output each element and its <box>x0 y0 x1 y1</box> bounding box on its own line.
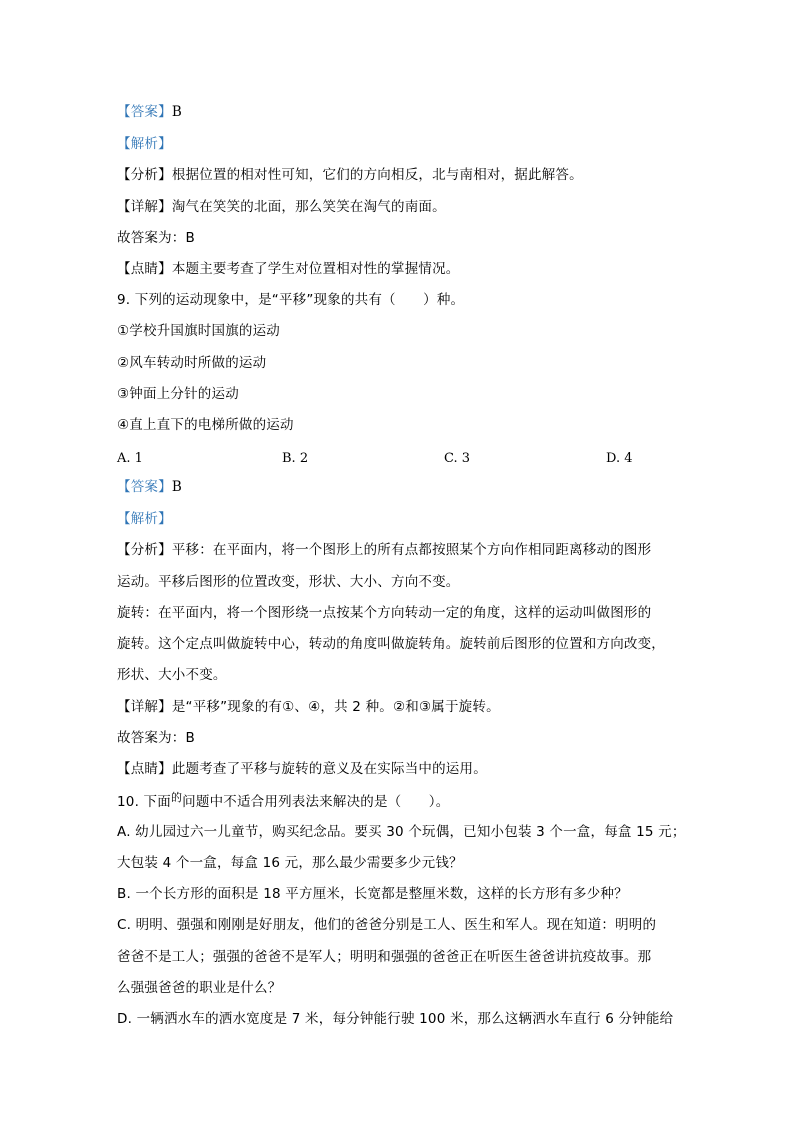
q8-conclusion: 故答案为：B <box>117 230 195 246</box>
q9-answer <box>117 479 182 495</box>
q10-stem-prefix: 10. 下面 <box>117 794 171 810</box>
q9-option-b: B. 2 <box>282 451 309 466</box>
answer-value: B <box>171 479 182 495</box>
answer-tag: 【答案】 <box>117 104 172 120</box>
dianjing-tag: 【点睛】 <box>117 261 172 277</box>
q9-stem: 9. 下列的运动现象中，是“平移”现象的共有（ ）种。 <box>117 292 465 308</box>
fenxi-tag: 【分析】 <box>117 167 172 183</box>
q10-option-c-line-2: 爸爸不是工人；强强的爸爸不是军人；明明和强强的爸爸正在听医生爸爸讲抗疫故事。那 <box>117 949 652 965</box>
q9-option-c: C. 3 <box>444 451 471 466</box>
dianjing-text: 本题主要考查了学生对位置相对性的掌握情况。 <box>171 261 460 277</box>
xiangjie-text: 是“平移”现象的有①、④，共 2 种。②和③属于旋转。 <box>171 699 500 715</box>
fenxi-text: 平移：在平面内，将一个图形上的所有点都按照某个方向作相同距离移动的图形 <box>171 542 652 558</box>
q10-option-a-line-1: A. 幼儿园过六一儿童节，购买纪念品。要买 30 个玩偶，已知小包装 3 个一盒，每盒 15 元； <box>117 824 686 840</box>
q9-conclusion: 故答案为：B <box>117 730 195 746</box>
q9-dianjing <box>117 761 487 777</box>
q8-fenxi <box>117 167 583 183</box>
q8-xiangjie <box>117 199 446 215</box>
q8-answer <box>117 104 182 120</box>
dianjing-tag: 【点睛】 <box>117 761 172 777</box>
q9-fenxi-line-1 <box>117 542 651 558</box>
analysis-tag: 【解析】 <box>117 136 172 152</box>
xiangjie-tag: 【详解】 <box>117 199 172 215</box>
answer-tag: 【答案】 <box>117 479 172 495</box>
fenxi-tag: 【分析】 <box>117 542 172 558</box>
analysis-tag: 【解析】 <box>117 511 172 527</box>
answer-value: B <box>171 104 182 120</box>
q9-item-2: ②风车转动时所做的运动 <box>117 355 267 371</box>
q9-fenxi-line-2: 运动。平移后图形的位置改变，形状、大小、方向不变。 <box>117 574 460 590</box>
q9-item-1: ①学校升国旗时国旗的运动 <box>117 323 281 339</box>
q9-analysis-heading <box>117 511 172 527</box>
q9-fenxi-line-4: 旋转。这个定点叫做旋转中心，转动的角度叫做旋转角。旋转前后图形的位置和方向改变， <box>117 636 665 652</box>
q10-option-a-line-2: 大包装 4 个一盒，每盒 16 元，那么最少需要多少元钱？ <box>117 855 463 871</box>
fenxi-text: 根据位置的相对性可知，它们的方向相反，北与南相对，据此解答。 <box>171 167 583 183</box>
xiangjie-tag: 【详解】 <box>117 699 172 715</box>
q9-item-4: ④直上直下的电梯所做的运动 <box>117 417 294 433</box>
q10-option-c-line-3: 么强强爸爸的职业是什么？ <box>117 980 282 996</box>
q8-analysis-heading <box>117 136 172 152</box>
q8-dianjing <box>117 261 460 277</box>
q10-option-b: B. 一个长方形的面积是 18 平方厘米，长宽都是整厘米数，这样的长方形有多少种？ <box>117 886 628 902</box>
q9-item-3: ③钟面上分针的运动 <box>117 386 239 402</box>
q10-option-c-line-1: C. 明明、强强和刚刚是好朋友，他们的爸爸分别是工人、医生和军人。现在知道：明明的 <box>117 917 657 933</box>
q9-option-a: A. 1 <box>117 451 143 466</box>
dianjing-text: 此题考查了平移与旋转的意义及在实际当中的运用。 <box>171 761 487 777</box>
q9-option-d: D. 4 <box>606 451 633 466</box>
q10-stem <box>117 791 450 811</box>
q10-option-d-line-1: D. 一辆洒水车的洒水宽度是 7 米，每分钟能行驶 100 米，那么这辆洒水车直行 6 分钟能给 <box>117 1011 674 1027</box>
xiangjie-text: 淘气在笑笑的北面，那么笑笑在淘气的南面。 <box>171 199 446 215</box>
q10-stem-sup: 的 <box>170 791 183 804</box>
q10-stem-suffix: 问题中不适合用列表法来解决的是（ ）。 <box>182 794 450 810</box>
q9-fenxi-line-5: 形状、大小不变。 <box>117 667 227 683</box>
q9-xiangjie <box>117 699 500 715</box>
q9-fenxi-line-3: 旋转：在平面内，将一个图形绕一点按某个方向转动一定的角度，这样的运动叫做图形的 <box>117 605 652 621</box>
